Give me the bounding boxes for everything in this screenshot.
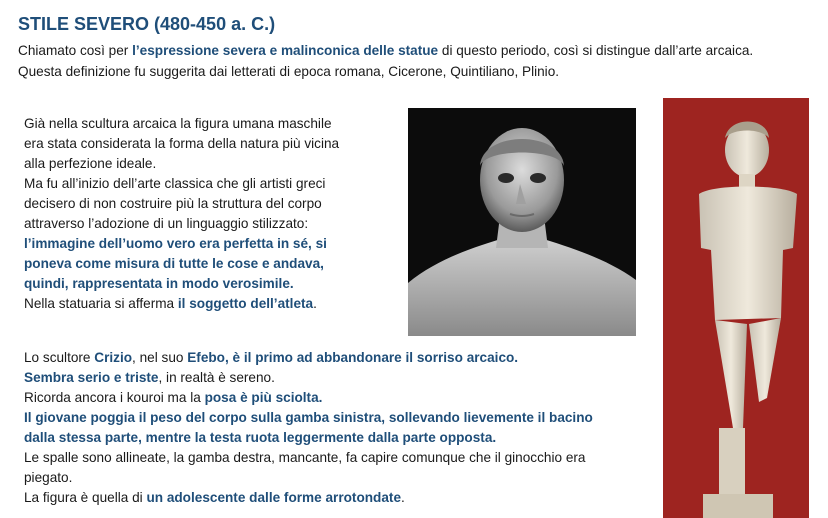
intro-line-1 bbox=[18, 40, 818, 61]
text-line bbox=[24, 294, 384, 314]
highlight-line: quindi, rappresentata in modo verosimile. bbox=[24, 276, 294, 291]
ephebe-head-image bbox=[408, 108, 636, 336]
intro-text bbox=[18, 40, 818, 82]
intro-text-plain: Chiamato così per bbox=[18, 43, 133, 58]
text-plain: La figura è quella di bbox=[24, 490, 147, 505]
athlete-highlight: il soggetto dell’atleta bbox=[177, 296, 314, 311]
ephebe-statue-image bbox=[663, 98, 809, 518]
text-plain: Lo scultore bbox=[24, 350, 95, 365]
text-plain: Nella statuaria si afferma bbox=[24, 296, 178, 311]
ephebe-full-statue-photo bbox=[663, 98, 809, 518]
crizio-highlight: Crizio bbox=[94, 350, 133, 365]
pose-highlight: posa è più sciolta. bbox=[204, 390, 323, 405]
intro-line-2: Questa definizione fu suggerita dai letterati di epoca romana, Cicerone, Quintiliano, Plinio. bbox=[18, 64, 560, 79]
text-plain: . bbox=[313, 296, 317, 311]
paragraph-crizio-ephebe bbox=[24, 348, 654, 508]
serious-highlight: Sembra serio e triste bbox=[24, 370, 159, 385]
highlight-line: poneva come misura di tutte le cose e andava, bbox=[24, 256, 324, 271]
intro-text-plain: di questo periodo, così si distingue dall’arte arcaica. bbox=[438, 43, 754, 58]
text-line: Ma fu all’inizio dell’arte classica che gli artisti greci bbox=[24, 176, 326, 191]
text-plain: . bbox=[401, 490, 405, 505]
page-title: STILE SEVERO (480-450 a. C.) bbox=[18, 14, 276, 34]
adolescent-highlight: un adolescente dalle forme arrotondate bbox=[146, 490, 402, 505]
text-line: era stata considerata la forma della natura più vicina bbox=[24, 136, 340, 151]
highlight-line: l’immagine dell’uomo vero era perfetta in sé, si bbox=[24, 236, 327, 251]
text-plain: , in realtà è sereno. bbox=[158, 370, 275, 385]
highlight-line: dalla stessa parte, mentre la testa ruota leggermente dalla parte opposta. bbox=[24, 430, 497, 445]
ephebe-head-photo bbox=[408, 108, 636, 336]
text-line bbox=[24, 388, 654, 408]
text-line: alla perfezione ideale. bbox=[24, 156, 157, 171]
text-line: Le spalle sono allineate, la gamba destra, mancante, fa capire comunque che il ginocchio era bbox=[24, 450, 586, 465]
text-line: Già nella scultura arcaica la figura umana maschile bbox=[24, 116, 332, 131]
text-line bbox=[24, 488, 654, 508]
highlight-line: Il giovane poggia il peso del corpo sulla gamba sinistra, sollevando lievemente il bacino bbox=[24, 410, 593, 425]
text-line: piegato. bbox=[24, 470, 73, 485]
text-line: attraverso l’adozione di un linguaggio stilizzato: bbox=[24, 216, 309, 231]
text-line bbox=[24, 348, 654, 368]
text-line: decisero di non costruire più la struttura del corpo bbox=[24, 196, 322, 211]
efebo-highlight: Efebo, è il primo ad abbandonare il sorriso arcaico. bbox=[187, 350, 519, 365]
text-plain: Ricorda ancora i kouroi ma la bbox=[24, 390, 205, 405]
text-plain: , nel suo bbox=[132, 350, 188, 365]
intro-highlight: l’espressione severa e malinconica delle statue bbox=[132, 43, 439, 58]
text-line bbox=[24, 368, 654, 388]
paragraph-sculpture-ideal bbox=[24, 114, 384, 314]
